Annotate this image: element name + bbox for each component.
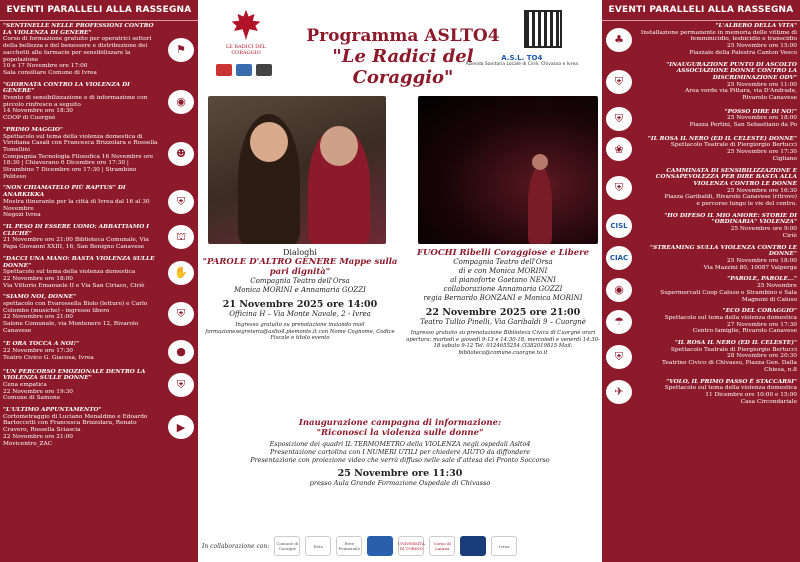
event-place: Sala consiliare Comune di Ivrea	[3, 69, 97, 76]
event-title: "PAROLE, PAROLE..."	[727, 276, 797, 283]
crest-icon: ⛨	[168, 302, 194, 326]
event-details: 22 Novembre ore 21:00	[3, 314, 73, 321]
ciac-icon: CIAC	[606, 246, 632, 270]
partner-logo	[367, 536, 393, 556]
event-credit: regia Bernardo BONZANI e Monica MORINI	[423, 294, 583, 302]
event-item	[602, 107, 800, 131]
event-item	[602, 379, 800, 406]
event-title: "GIORNATA CONTRO LA VIOLENZA DI GENERE"	[3, 81, 130, 95]
asl-label: A.S.L. TO4	[501, 54, 543, 62]
campaign-line: Esposizione dei quadri IL TERMOMETRO della VIOLENZA negli ospedali Aslto4	[269, 440, 531, 448]
event-company: Compagnia Teatro dell'Orsa	[453, 258, 553, 266]
event-date: 22 Novembre 2025 ore 21:00	[425, 307, 581, 318]
bird-icon: ✈	[606, 380, 632, 404]
event-item	[602, 168, 800, 208]
event-body: Spettacolo sul tema della violenza domestica	[3, 269, 136, 276]
event-performers: Monica MORINI e Annamaria GOZZI	[234, 286, 366, 294]
event-details: 22 Novembre ore 18:00	[3, 275, 73, 282]
campaign-subheading: "Riconosci la violenza sulle donne"	[316, 428, 484, 438]
walk-icon: ⛨	[606, 176, 632, 200]
event-title: "PAROLE D'ALTRO GENERE Mappe sulla pari dignità"	[202, 257, 398, 277]
event-item	[0, 23, 198, 77]
left-sidebar	[0, 0, 198, 562]
partner-logo: Ivrea	[491, 536, 517, 556]
event-title: "INAUGURAZIONE PUNTO DI ASCOLTO ASSOCIAZIONE DONNE CONTRO LA DISCRIMINAZIONE ODV"	[666, 61, 797, 81]
event-body: Installazione permanente in memoria delle vittime di femminicidio, lesbicidio e transcidio	[640, 29, 797, 43]
event-item	[0, 256, 198, 290]
event-details: 10 e 17 Novembre ore 17:00	[3, 63, 88, 70]
crest-icon: ⛨	[168, 190, 194, 214]
event-place: Salone Comunale, via Montenero 12, Rivarolo Canavese	[3, 321, 139, 334]
partner-logo: Corso di Laurea	[429, 536, 455, 556]
event-place: Comune di Samone	[3, 395, 61, 402]
event-details: 14 Novembre ore 18:30	[3, 108, 73, 115]
asl-logo	[466, 54, 578, 67]
dialoghi-photo	[208, 96, 386, 244]
cisl-icon: CISL	[606, 214, 632, 238]
partner-logo	[216, 64, 232, 76]
flag-icon: ⚑	[168, 38, 194, 62]
event-item	[0, 127, 198, 181]
event-fuochi	[404, 248, 602, 356]
coop-icon: ◉	[606, 278, 632, 302]
crest-icon: ⛨	[606, 345, 632, 369]
event-title: "SENTINELLE NELLE PROFESSIONI CONTRO LA VIOLENZA DI GENERE"	[3, 23, 154, 36]
event-dialoghi	[202, 248, 398, 342]
left-sidebar-title: EVENTI PARALLELI ALLA RASSEGNA	[0, 0, 198, 21]
event-place: Via Vittorio Emanuele II e Via San Ciriaco, Ciriè	[3, 282, 145, 289]
event-place: e percorso lungo le vie del centro.	[696, 201, 797, 208]
event-details: Piazza Garibaldi, Rivarolo Canavese (ritrovo)	[664, 194, 797, 201]
campaign-line: Presentazione con proiezione video che verrà diffuso nelle sale d'attesa dei Pronto Soccorso	[250, 456, 550, 464]
circle-icon: ●	[168, 340, 194, 364]
event-place: Via Mazzini 80, 10087 Valperga	[703, 264, 797, 271]
right-sidebar-title: EVENTI PARALLELI ALLA RASSEGNA	[602, 0, 800, 21]
partners-footer	[198, 530, 602, 562]
event-body: Spettacolo sul tema della violenza domestica	[664, 385, 797, 392]
fuochi-photo	[418, 96, 598, 244]
event-title: "IL PESO DI ESSERE UOMO: ABBATTIAMO I CLICHÉ"	[3, 223, 149, 237]
partners-label: In collaborazione con:	[202, 542, 270, 550]
event-body: Mostra itinerante per la città di Ivrea dal 16 al 30 Novembre	[3, 198, 150, 212]
campaign-heading: Inaugurazione campagna di informazione:	[298, 418, 502, 428]
event-title: "ECO DEL CORAGGIO"	[722, 308, 797, 315]
tree-icon: ♣	[606, 28, 632, 52]
event-details: Area verde via Pittara, via D'Andrade,	[685, 88, 797, 95]
maple-leaf-icon	[229, 8, 263, 42]
event-details: 25 Novembre ore 17:30	[727, 149, 797, 156]
event-body: Cena empatica	[3, 381, 47, 388]
event-body: Spettacolo Teatrale di Piergiorgio Bertucci	[670, 142, 797, 149]
event-item	[602, 276, 800, 303]
event-item	[0, 407, 198, 447]
event-title: "DACCI UNA MANO: BASTA VIOLENZA SULLE DONNE"	[3, 255, 155, 269]
event-title: "HO DIFESO IL MIO AMORE: STORIE DI "ORDINARIA" VIOLENZA"	[664, 212, 797, 226]
event-place: Rivarolo Canavese	[742, 95, 797, 102]
event-item	[602, 308, 800, 335]
right-sidebar	[602, 0, 800, 562]
crest-icon: ⛨	[606, 107, 632, 131]
eco-icon: ☂	[606, 310, 632, 334]
event-details: 22 Novembre ore 17:30	[3, 348, 73, 355]
event-item	[602, 23, 800, 57]
event-title: "SIAMO NOI, DONNE"	[3, 294, 77, 301]
event-item	[0, 369, 198, 403]
event-place: Movicentro_ZAC	[3, 440, 53, 447]
campaign-section	[198, 418, 602, 487]
event-body: 25 Novembre ore 18:00	[727, 257, 797, 264]
event-item	[602, 213, 800, 240]
radici-logo	[216, 8, 276, 70]
event-body: Corso di formazione gratuito per operatrici settori della bellezza e del benessere e distribuzione dei sacchetti alle farmacie per sensibilizzare la popolazione	[3, 36, 152, 63]
event-place: Ciriè	[782, 232, 797, 239]
event-body: Spettacolo sul tema della violenza domestica di Viridiana Casali con Francesca Brizzolara e Rossella Tomellini	[3, 133, 158, 153]
event-place: Centro famiglie, Rivarolo Canavese	[692, 328, 797, 335]
event-title: "L'ULTIMO APPUNTAMENTO"	[3, 407, 102, 414]
campaign-place: presso Aula Grande Formazione Ospedale di Chivasso	[309, 479, 491, 487]
event-item	[0, 185, 198, 219]
event-place: Teatro Civico G. Giacosa, Ivrea	[3, 354, 94, 361]
event-title: "VOLO, IL PRIMO PASSO È STACCARSI"	[666, 378, 797, 385]
title-line-2: "Le Radici del Coraggio"	[332, 46, 474, 88]
event-item	[602, 62, 800, 102]
event-place: COOP di Cuorgnè	[3, 115, 56, 122]
event-body: 25 Novembre ore 9:00	[730, 226, 797, 233]
right-events	[602, 21, 800, 412]
partner-logo	[236, 64, 252, 76]
partner-logo: Rete Femminile	[336, 536, 362, 556]
coop-icon: ◉	[168, 90, 194, 114]
event-credit: al pianoforte Gaetano NENNI	[450, 276, 556, 284]
event-date: 21 Novembre 2025 ore 14:00	[222, 299, 378, 310]
film-icon: ▶	[168, 415, 194, 439]
event-details: 22 Novembre ore 19:30	[3, 388, 73, 395]
partner-logo: Comune di Cuorgnè	[274, 536, 300, 556]
event-details: Compagnia Tecnologia Filosofica 16 Novembre ore 18:30 | Chiaverano 6 Dicembre ore 17:30 | Strambino 7 Dicembre ore 17:30 | Strambino Politeso	[3, 153, 154, 180]
event-title: "NON CHIAMATELO PIÙ RAPTUS" DI ANARKIKKA	[3, 185, 126, 199]
event-label: Dialoghi	[283, 248, 317, 257]
event-details: 11 Dicembre ore 10:00 e 15:00	[705, 391, 797, 398]
crest-icon: ⛨	[168, 373, 194, 397]
event-company: Compagnia Teatro dell'Orsa	[250, 277, 350, 285]
comune-icon: ⛫	[168, 225, 194, 249]
theatre-icon: ☻	[168, 142, 194, 166]
event-place: Piazzale della Palestra Canton Vesco	[689, 49, 797, 56]
event-place: Cigliano	[772, 155, 797, 162]
event-title: "L'ALBERO DELLA VITA"	[715, 23, 797, 29]
event-body: 25 Novembre ore 18:00	[727, 115, 797, 122]
hands-icon: ✋	[168, 261, 194, 285]
event-note: Ingresso gratuito su prenotazione inviando mail formazionesegreteria@aslto4.piemonte.it con Nome Cognome, Codice Fiscale e titolo evento	[205, 322, 395, 341]
header	[198, 0, 602, 90]
event-title: "STREAMING SULLA VIOLENZA CONTRO LE DONNE"	[649, 244, 797, 258]
event-body: Evento di sensibilizzazione e di informazione con piccolo rinfresco a seguito	[3, 95, 148, 108]
event-body: 25 Novembre ore 11:00	[727, 81, 797, 88]
event-item	[0, 294, 198, 334]
event-details: 28 Novembre ore 20:30	[727, 353, 797, 360]
partner-logo: UNIVERSITÀ DI TORINO	[398, 536, 424, 556]
event-place: Teatrino Civico di Chivasso, Piazza Gen. Dalla Chiesa, n.8	[662, 360, 797, 373]
partner-logo	[256, 64, 272, 76]
campaign-line: Presentazione cartolina con I NUMERI UTILI per chiedere AIUTO da diffondere	[270, 448, 530, 456]
event-details: 25 Novembre ore 15:00	[727, 43, 797, 50]
event-place: Negozi Ivrea	[3, 212, 41, 219]
event-place: Piazza Pertini, San Sebastiano da Po	[689, 122, 797, 129]
event-title: "PRIMO MAGGIO"	[3, 126, 63, 133]
event-title: "POSSO DIRE DI NO!"	[724, 108, 797, 115]
center-panel	[198, 0, 602, 562]
crest-icon: ⛨	[606, 70, 632, 94]
event-body: 25 Novembre	[757, 283, 797, 290]
event-credit: di e con Monica MORINI	[458, 267, 548, 275]
left-events	[0, 21, 198, 454]
campaign-date: 25 Novembre ore 11:30	[337, 468, 463, 479]
qr-code[interactable]	[524, 10, 562, 48]
partner-logo: Rete	[305, 536, 331, 556]
photos	[198, 96, 602, 244]
event-body: Spettacolo sul tema della violenza domestica	[664, 314, 797, 321]
asl-sub: Azienda Sanitaria Locale di Ciriè, Chivasso e Ivrea	[465, 62, 578, 67]
title-line-1: Programma ASLTO4	[306, 26, 500, 46]
event-details: 21 Novembre ore 21:00 Biblioteca Comunale, Via Papa Giovanni XXIII, 16, San Benigno Canavese	[3, 237, 149, 251]
event-details: Supermercati Coop Caluso e Strambino e Sala Magnoni di Caluso	[660, 289, 797, 303]
event-title: "UN PERCORSO EMOZIONALE DENTRO LA VIOLENZA SULLE DONNE"	[3, 368, 146, 382]
event-item	[0, 82, 198, 122]
partner-logo	[460, 536, 486, 556]
event-title: CAMMINATA DI SENSIBILIZZAZIONE E CONSAPEVOLEZZA PER DIRE BASTA ALLA VIOLENZA CONTRO LE DONNE	[655, 167, 797, 187]
rose-icon: ❀	[606, 137, 632, 161]
event-details: 22 Novembre ore 21:00	[3, 433, 73, 440]
event-item	[602, 245, 800, 272]
event-credit: collaborazione Annamaria GOZZI	[443, 285, 563, 293]
event-place: Teatro Tullio Pinelli, Via Garibaldi 9 – Cuorgnè	[420, 318, 586, 326]
event-body: Cortometraggio di Luciano Menaldino e Edoardo Bartoccetti con Francesca Brizzolara, Renato Cravero, Rossella Sciascia	[3, 413, 148, 434]
header-logos	[216, 64, 272, 76]
event-item	[0, 224, 198, 251]
event-details: 27 Novembre ore 17:30	[727, 321, 797, 328]
event-body: spettacolo con Evarossella Biolo (letture) e Carlo Colombo (musiche) - ingresso libero	[3, 301, 148, 314]
event-place: Casa Circondariale	[740, 398, 797, 405]
event-body: 25 Novembre ore 16:30	[727, 187, 797, 194]
event-place: Officina H – Via Monte Navale, 2 - Ivrea	[229, 310, 371, 318]
event-item	[602, 340, 800, 374]
event-body: Spettacolo Teatrale di Piergiorgio Bertucci	[670, 346, 797, 353]
event-item	[602, 136, 800, 163]
event-title: "IL ROSA IL NERO (ED IL CELESTE)"	[674, 340, 797, 347]
event-note: Ingresso gratuito su prenotazione Biblioteca Civica di Cuorgnè orari apertura: martedì e giovedì 9-13 e 14:30-18, mercoledì e venerdì 14:30-18 sabato 9-12 Tel. 0124655254 /3382019815 Mail: biblioteca@comune.cuorgne.to.it	[406, 330, 600, 356]
logo-caption: LE RADICI DEL CORAGGIO	[225, 44, 267, 56]
event-title: FUOCHI Ribelli Coraggiose e Libere	[416, 248, 590, 258]
event-title: "E ORA TOCCA A NOI!"	[3, 341, 80, 348]
event-title: "IL ROSA IL NERO (ED IL CELESTE) DONNE"	[647, 135, 797, 142]
event-item	[0, 340, 198, 364]
